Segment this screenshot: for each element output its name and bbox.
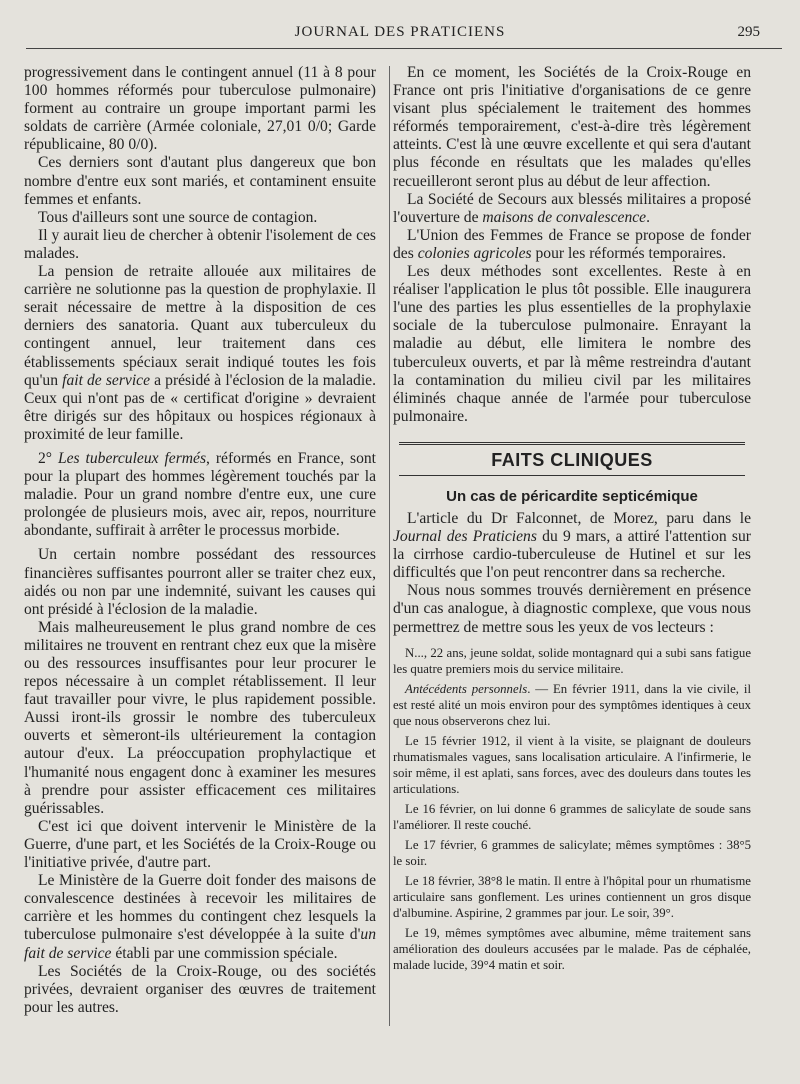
case-note: Le 16 février, on lui donne 6 grammes de salicylate de soude sans l'améliorer. Il reste couché. <box>393 801 751 832</box>
case-notes <box>393 645 751 973</box>
paragraph: Nous nous sommes trouvés dernièrement en présence d'un cas analogue, à diagnostic complexe, que vous nous permettrez de mettre sous les yeux de vos lecteurs : <box>393 582 751 636</box>
paragraph: La Société de Secours aux blessés militaires a proposé l'ouverture de maisons de convalescence. <box>393 190 751 226</box>
page-number: 295 <box>737 24 760 40</box>
paragraph: Les deux méthodes sont excellentes. Reste à en réaliser l'application le plus tôt possible. Elle inaugurera l'une des parties les plus essentielles de la prophylaxie sociale de la tuberculose pulmonaire. Enrayant la maladie au début, elle limitera le nombre des tuberculeux ouverts, et par là même restreindra d'autant la contamination du milieu civil par les militaires éliminés chaque année de l'armée pour tuberculose pulmonaire. <box>393 263 751 425</box>
paragraph: Un certain nombre possédant des ressources financières suffisantes pourront aller se traiter chez eux, aidés ou non par une indemnité, suivant les causes qui ont présidé à l'éclosion de la maladie. <box>24 546 376 618</box>
paragraph: C'est ici que doivent intervenir le Ministère de la Guerre, d'une part, et les Sociétés de la Croix-Rouge ou l'initiative privée, d'autre part. <box>24 817 376 872</box>
running-title: JOURNAL DES PRATICIENS <box>294 24 506 40</box>
case-note: Le 17 février, 6 grammes de salicylate; mêmes symptômes : 38°5 le soir. <box>393 837 751 868</box>
paragraph: L'Union des Femmes de France se propose de fonder des colonies agricoles pour les réformés temporaires. <box>393 226 751 262</box>
right-column <box>393 64 751 977</box>
paragraph: Les Sociétés de la Croix-Rouge, ou des sociétés privées, devraient organiser des œuvres de traitement pour les autres. <box>24 962 376 1016</box>
paragraph: Il y aurait lieu de chercher à obtenir l'isolement de ces malades. <box>24 226 376 262</box>
paragraph: En ce moment, les Sociétés de la Croix-Rouge en France ont pris l'initiative d'organisations de ce genre visant plus spécialement le traitement des hommes réformés temporairement, c'est-à-dire très légèrement atteints. C'est là une œuvre excellente et qui sera d'autant plus féconde en résultats que les malades qu'elles recueilleront seront plus au début de leur affection. <box>393 64 751 190</box>
case-note: Le 15 février 1912, il vient à la visite, se plaignant de douleurs rhumatismales vagues, sans localisation articulaire. A l'infirmerie, le soir même, il est aplati, sans forces, avec des douleurs dans toutes les articulations. <box>393 733 751 796</box>
paragraph: Tous d'ailleurs sont une source de contagion. <box>38 208 318 226</box>
paragraph: Ces derniers sont d'autant plus dangereux que bon nombre d'entre eux sont mariés, et contaminent ensuite femmes et enfants. <box>24 154 376 208</box>
article-subtitle: Un cas de péricardite septicémique <box>446 487 698 505</box>
left-column <box>24 64 376 1017</box>
case-note: Le 18 février, 38°8 le matin. Il entre à l'hôpital pour un rhumatisme articulaire sans gonflement. Les urines contiennent un gros disque d'albumine. Aspirine, 2 grammes par jour. Le soir, 39°. <box>393 873 751 920</box>
paragraph: Le Ministère de la Guerre doit fonder des maisons de convalescence destinées à recevoir les militaires de carrière et les hommes du contingent chez lesquels la tuberculose pulmonaire s'est développée à la suite d'un fait de service établi par une commission spéciale. <box>24 872 376 962</box>
section-rule-bottom <box>399 475 745 476</box>
paragraph: progressivement dans le contingent annuel (11 à 8 pour 100 hommes réformés pour tuberculose pulmonaire) forment au contraire un groupe important parmi les soldats de carrière (Armée coloniale, 27,01 0/0; Garde républicaine, 80 0/0). <box>24 64 376 154</box>
case-note: Le 19, mêmes symptômes avec albumine, même traitement sans amélioration des douleurs accusées par le malade. Pas de céphalée, malade lucide, 39°4 matin et soir. <box>393 925 751 972</box>
paragraph: La pension de retraite allouée aux militaires de carrière ne solutionne pas la question de prophylaxie. Il serait nécessaire de mettre à la disposition de ces derniers des sanatoria. Quant aux tuberculeux du contingent annuel, leur traitement dans ces établissements spéciaux serait indiqué toutes les fois qu'un fait de service a présidé à l'éclosion de la maladie. Ceux qui n'ont pas de « certificat d'origine » devraient être dirigés sur des hôpitaux ou hospices régionaux à proximité de leur famille. <box>24 263 376 443</box>
case-note: Antécédents personnels. — En février 1911, dans la vie civile, il est resté alité un mois environ pour des symptômes identiques à ceux que nous observerons chez lui. <box>393 681 751 728</box>
paragraph: Mais malheureusement le plus grand nombre de ces militaires ne trouvent en rentrant chez eux que la misère ou des ressources insuffisantes pour leur procurer le repos nécessaire à un complet rétablissement. Il leur faut travailler pour vivre, le plus rapidement possible. Aussi iront-ils grossir le nombre des tuberculeux ouverts et sèmeront-ils ultérieurement la contagion autour d'eux. La préoccupation prophylactique et l'humanité nous engagent donc à examiner les mesures à prendre pour assister efficacement ces militaires guérissables. <box>24 618 376 817</box>
header-rule <box>26 48 782 49</box>
page-header <box>22 20 778 48</box>
section-title: FAITS CLINIQUES <box>491 449 653 470</box>
column-divider <box>389 66 390 1026</box>
case-note: N..., 22 ans, jeune soldat, solide montagnard qui a subi sans fatigue les quatre premiers mois du service militaire. <box>393 645 751 676</box>
paragraph: L'article du Dr Falconnet, de Morez, paru dans le Journal des Praticiens du 9 mars, a attiré l'attention sur la cirrhose cardio-tuberculeuse de Hutinel et sur les difficultés que l'on peut rencontrer dans sa recherche. <box>393 509 751 582</box>
paragraph: 2° Les tuberculeux fermés, réformés en France, sont pour la plupart des hommes légèrement touchés par la maladie. Pour un grand nombre d'entre eux, une cure prolongée de plusieurs mois, avec air, repos, nourriture abondante, suffirait à arrêter le processus morbide. <box>24 449 377 540</box>
